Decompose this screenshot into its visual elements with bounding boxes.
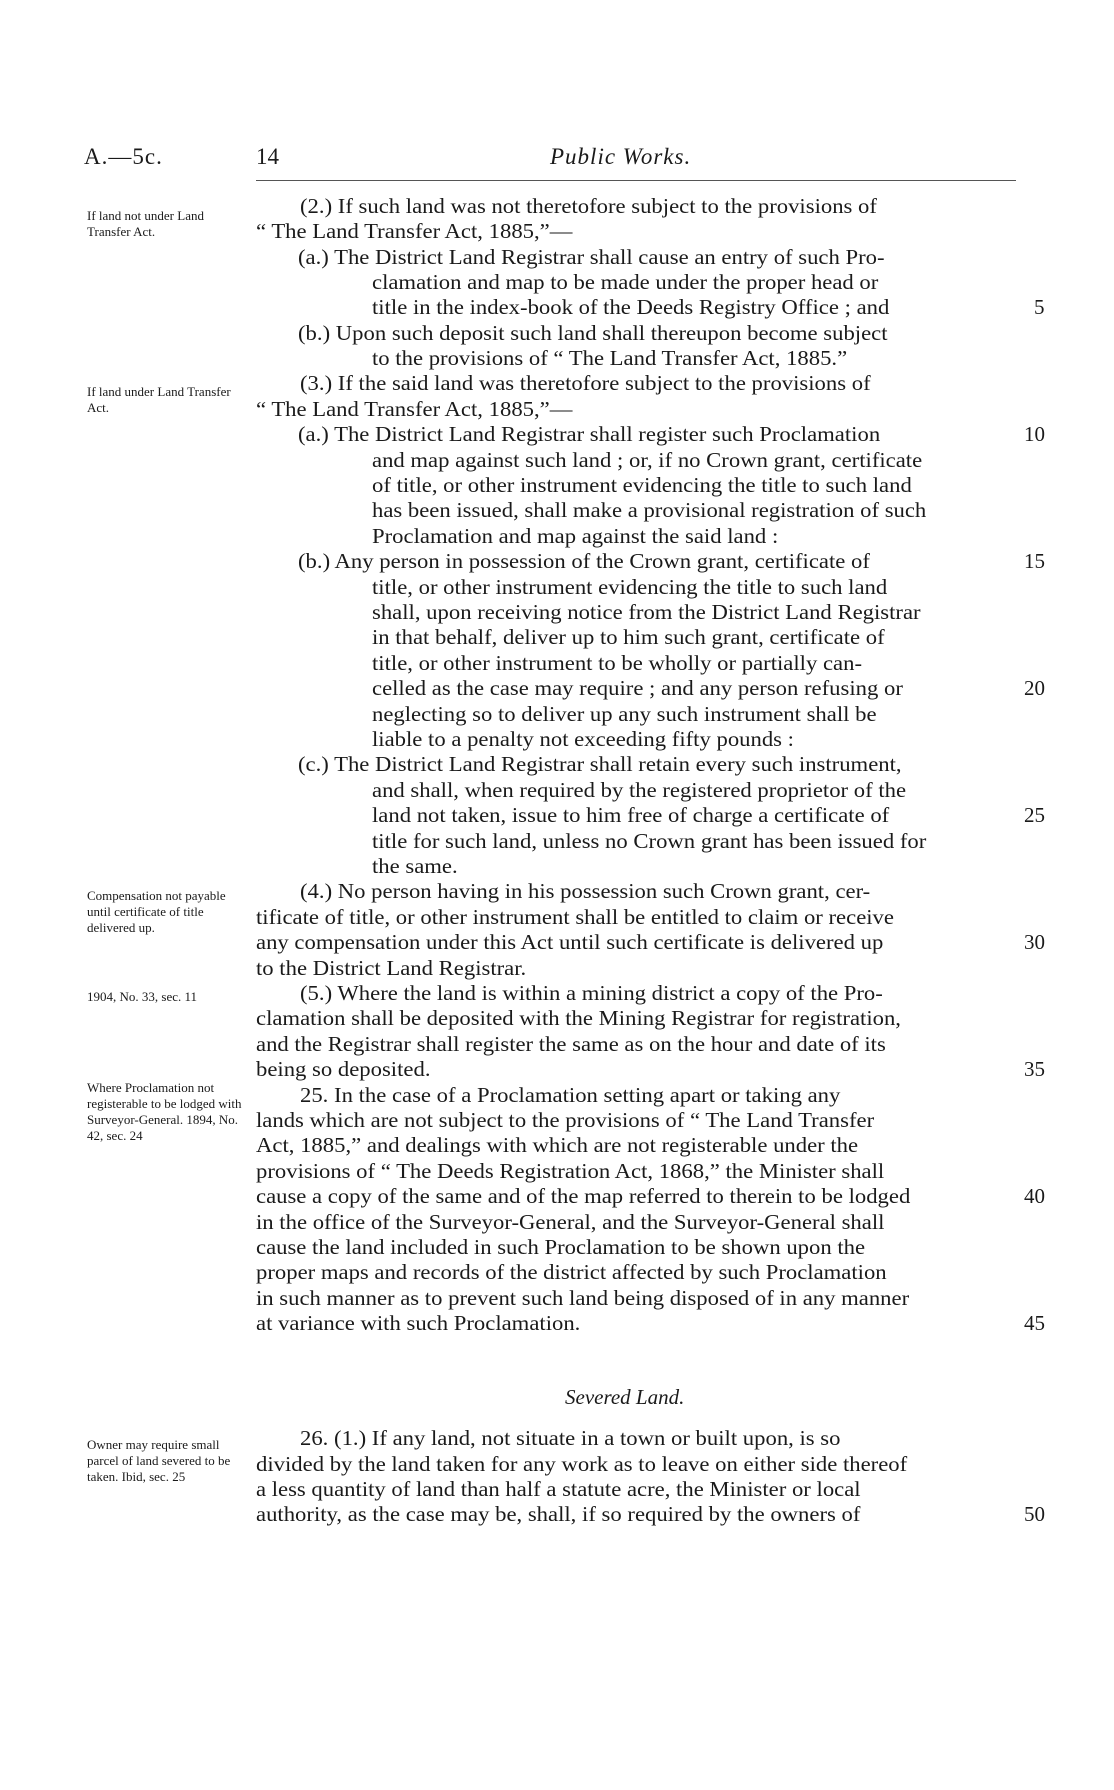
text-line: neglecting so to deliver up any such instrument shall be (372, 702, 877, 726)
text-line: (b.) Any person in possession of the Crown grant, certificate of (298, 549, 870, 573)
line-number: 15 (1024, 549, 1045, 573)
text-line: Proclamation and map against the said land : (372, 524, 779, 548)
text-line: title, or other instrument evidencing the title to such land (372, 575, 888, 599)
text-line: and map against such land ; or, if no Crown grant, certificate (372, 448, 923, 472)
text-line: to the provisions of “ The Land Transfer Act, 1885.” (372, 346, 848, 370)
line-number: 10 (1024, 422, 1045, 446)
text-line: authority, as the case may be, shall, if so required by the owners of (256, 1502, 861, 1526)
text-line: tificate of title, or other instrument shall be entitled to claim or receive (256, 905, 894, 929)
text-line: (c.) The District Land Registrar shall retain every such instrument, (298, 752, 902, 776)
text-line: (b.) Upon such deposit such land shall thereupon become subject (298, 321, 888, 345)
text-line: lands which are not subject to the provisions of “ The Land Transfer (256, 1108, 875, 1132)
text-line: title in the index-book of the Deeds Registry Office ; and (372, 295, 890, 319)
text-line: “ The Land Transfer Act, 1885,”— (256, 397, 573, 421)
line-number: 50 (1024, 1502, 1045, 1526)
text-line: has been issued, shall make a provisional registration of such (372, 498, 927, 522)
line-number: 45 (1024, 1311, 1045, 1335)
text-line: Act, 1885,” and dealings with which are not registerable under the (256, 1133, 859, 1157)
text-line: liable to a penalty not exceeding fifty pounds : (372, 727, 794, 751)
text-line: (3.) If the said land was theretofore subject to the provisions of (300, 371, 871, 395)
margin-note: Owner may require small parcel of land severed to be taken. Ibid, sec. 25 (87, 1437, 231, 1484)
line-number: 35 (1024, 1057, 1045, 1081)
text-line: celled as the case may require ; and any person refusing or (372, 676, 903, 700)
header-rule (256, 180, 1016, 181)
margin-note: If land not under Land Transfer Act. (87, 208, 204, 239)
margin-note: If land under Land Transfer Act. (87, 384, 231, 415)
page-title: Public Works. (550, 144, 692, 169)
line-number: 40 (1024, 1184, 1045, 1208)
text-line: a less quantity of land than half a statute acre, the Minister or local (256, 1477, 861, 1501)
line-number: 30 (1024, 930, 1045, 954)
text-line: to the District Land Registrar. (256, 956, 527, 980)
text-line: 26. (1.) If any land, not situate in a town or built upon, is so (300, 1426, 841, 1450)
text-line: clamation and map to be made under the proper head or (372, 270, 879, 294)
text-line: any compensation under this Act until such certificate is delivered up (256, 930, 884, 954)
text-line: shall, upon receiving notice from the District Land Registrar (372, 600, 921, 624)
document-code: A.—5c. (84, 144, 163, 169)
text-line: (2.) If such land was not theretofore subject to the provisions of (300, 194, 877, 218)
text-line: in that behalf, deliver up to him such grant, certificate of (372, 625, 885, 649)
page-number: 14 (256, 144, 279, 169)
text-line: of title, or other instrument evidencing the title to such land (372, 473, 912, 497)
text-line: cause a copy of the same and of the map referred to therein to be lodged (256, 1184, 911, 1208)
text-line: clamation shall be deposited with the Mining Registrar for registration, (256, 1006, 901, 1030)
text-line: in such manner as to prevent such land being disposed of in any manner (256, 1286, 910, 1310)
line-number: 25 (1024, 803, 1045, 827)
text-line: proper maps and records of the district affected by such Proclamation (256, 1260, 887, 1284)
text-line: cause the land included in such Proclamation to be shown upon the (256, 1235, 866, 1259)
text-line: “ The Land Transfer Act, 1885,”— (256, 219, 573, 243)
text-line: at variance with such Proclamation. (256, 1311, 581, 1335)
text-line: title, or other instrument to be wholly or partially can- (372, 651, 863, 675)
text-line: the same. (372, 854, 458, 878)
text-line: in the office of the Surveyor-General, and the Surveyor-General shall (256, 1210, 885, 1234)
text-line: 25. In the case of a Proclamation setting apart or taking any (300, 1083, 841, 1107)
text-line: divided by the land taken for any work as to leave on either side thereof (256, 1452, 908, 1476)
section-heading: Severed Land. (565, 1385, 685, 1409)
text-line: and the Registrar shall register the same as on the hour and date of its (256, 1032, 886, 1056)
text-line: (5.) Where the land is within a mining district a copy of the Pro- (300, 981, 883, 1005)
text-line: land not taken, issue to him free of charge a certificate of (372, 803, 890, 827)
text-line: (4.) No person having in his possession such Crown grant, cer- (300, 879, 871, 903)
line-number: 5 (1034, 295, 1045, 319)
margin-note: Compensation not payable until certificate of title delivered up. (87, 888, 226, 935)
text-line: provisions of “ The Deeds Registration Act, 1868,” the Minister shall (256, 1159, 885, 1183)
line-number: 20 (1024, 676, 1045, 700)
text-line: and shall, when required by the registered proprietor of the (372, 778, 907, 802)
margin-note: Where Proclamation not registerable to be lodged with Surveyor-General. 1894, No. 42, sec. 24 (87, 1080, 242, 1143)
margin-note: 1904, No. 33, sec. 11 (87, 989, 198, 1004)
text-line: being so deposited. (256, 1057, 431, 1081)
text-line: title for such land, unless no Crown grant has been issued for (372, 829, 927, 853)
text-line: (a.) The District Land Registrar shall cause an entry of such Pro- (298, 245, 885, 269)
text-line: (a.) The District Land Registrar shall register such Proclamation (298, 422, 881, 446)
